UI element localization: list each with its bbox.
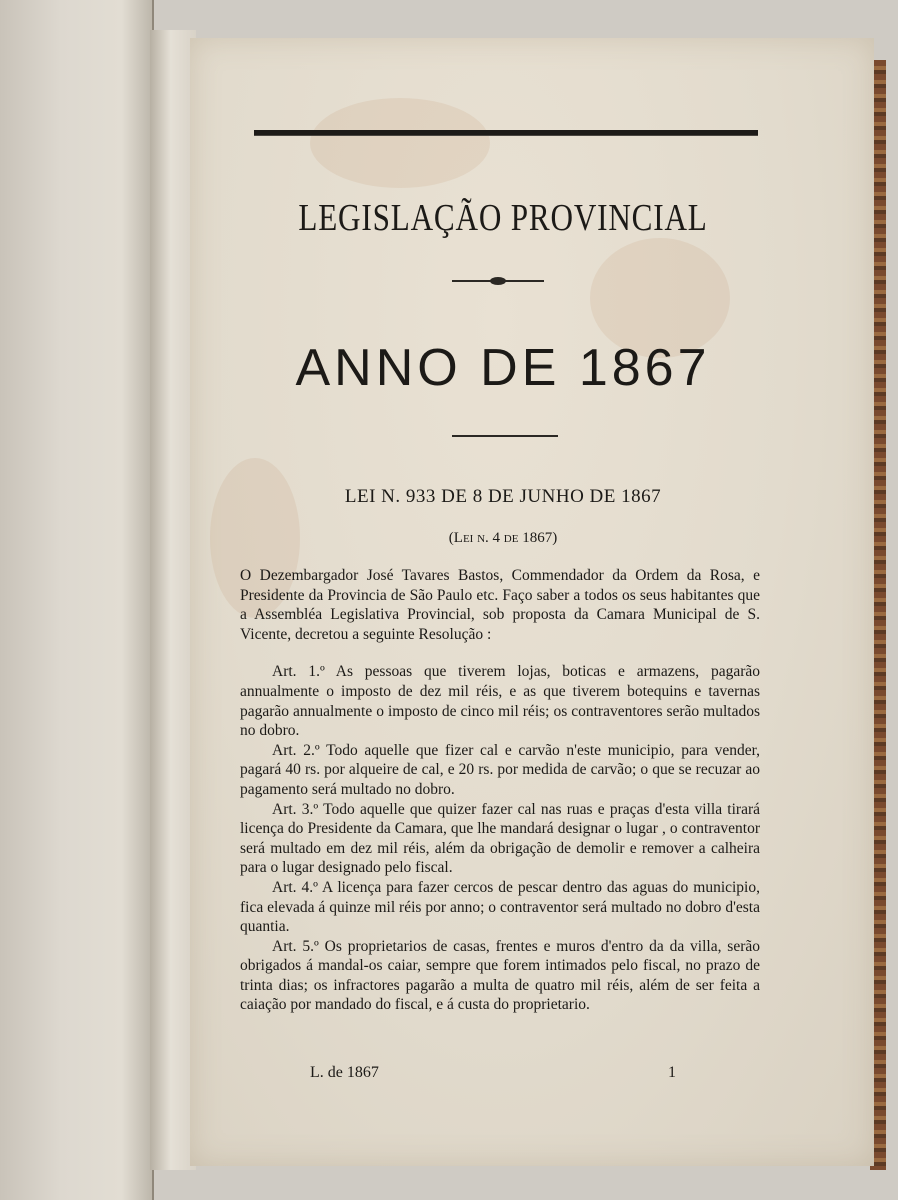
law-title: LEI N. 933 DE 8 DE JUNHO DE 1867 bbox=[344, 486, 662, 507]
law-body bbox=[240, 566, 760, 1015]
year-heading: ANNO DE 1867 bbox=[295, 339, 711, 397]
article-paragraph: Art. 1.º As pessoas que tiverem lojas, boticas e armazens, pagarão annualmente o imposto de dez mil réis, e as que tiverem botequins e tavernas pagarão annualmente o imposto de cinco mil réis; os contraventores serão multados no dobro. bbox=[240, 663, 760, 740]
sheet-number: 1 bbox=[668, 1064, 676, 1081]
law-subtitle: (Lei n. 4 de 1867) bbox=[448, 530, 558, 546]
section-rule bbox=[452, 435, 558, 437]
top-rule bbox=[254, 130, 758, 136]
article-paragraph: Art. 4.º A licença para fazer cercos de pescar dentro das aguas do municipio, fica elevada á quinze mil réis por anno; o contraventor será multado no dobro d'esta quantia. bbox=[240, 878, 760, 936]
article-paragraph: Art. 3.º Todo aquelle que quizer fazer cal nas ruas e praças d'esta villa tirará licença do Presidente da Camara, que lhe mandará designar o lugar , o contraventor será multado em dez mil réis, além da obrigação de demolir e remover a calheira para o lugar designado pelo fiscal. bbox=[240, 800, 760, 877]
preamble-paragraph: O Dezembargador José Tavares Bastos, Commendador da Ordem da Rosa, e Presidente da Provincia de São Paulo etc. Faço saber a todos os seus habitantes que a Assembléa Legislativa Provincial, sob proposta da Camara Municipal de S. Vicente, decretou a seguinte Resolução : bbox=[240, 567, 760, 643]
signature-mark: L. de 1867 bbox=[310, 1064, 379, 1081]
stain-mark bbox=[310, 98, 490, 188]
ornament-divider bbox=[452, 280, 544, 282]
article-paragraph: Art. 5.º Os proprietarios de casas, frentes e muros d'entro da da villa, serão obrigados á mandal-os caiar, sempre que forem intimados pelo fiscal, no prazo de trinta dias; os infractores pagarão a multa de quatro mil réis, além de ser feita a caiação por mandado do fiscal, e á custa do proprietario. bbox=[240, 937, 760, 1014]
article-paragraph: Art. 2.º Todo aquelle que fizer cal e carvão n'este municipio, para vender, pagará 40 rs. por alqueire de cal, e 20 rs. por medida de carvão; o que se recuzar ao pagamento será multado no dobro. bbox=[240, 741, 760, 798]
left-page bbox=[0, 0, 154, 1200]
page-title: LEGISLAÇÃO PROVINCIAL bbox=[298, 197, 708, 239]
book-page bbox=[190, 38, 874, 1166]
